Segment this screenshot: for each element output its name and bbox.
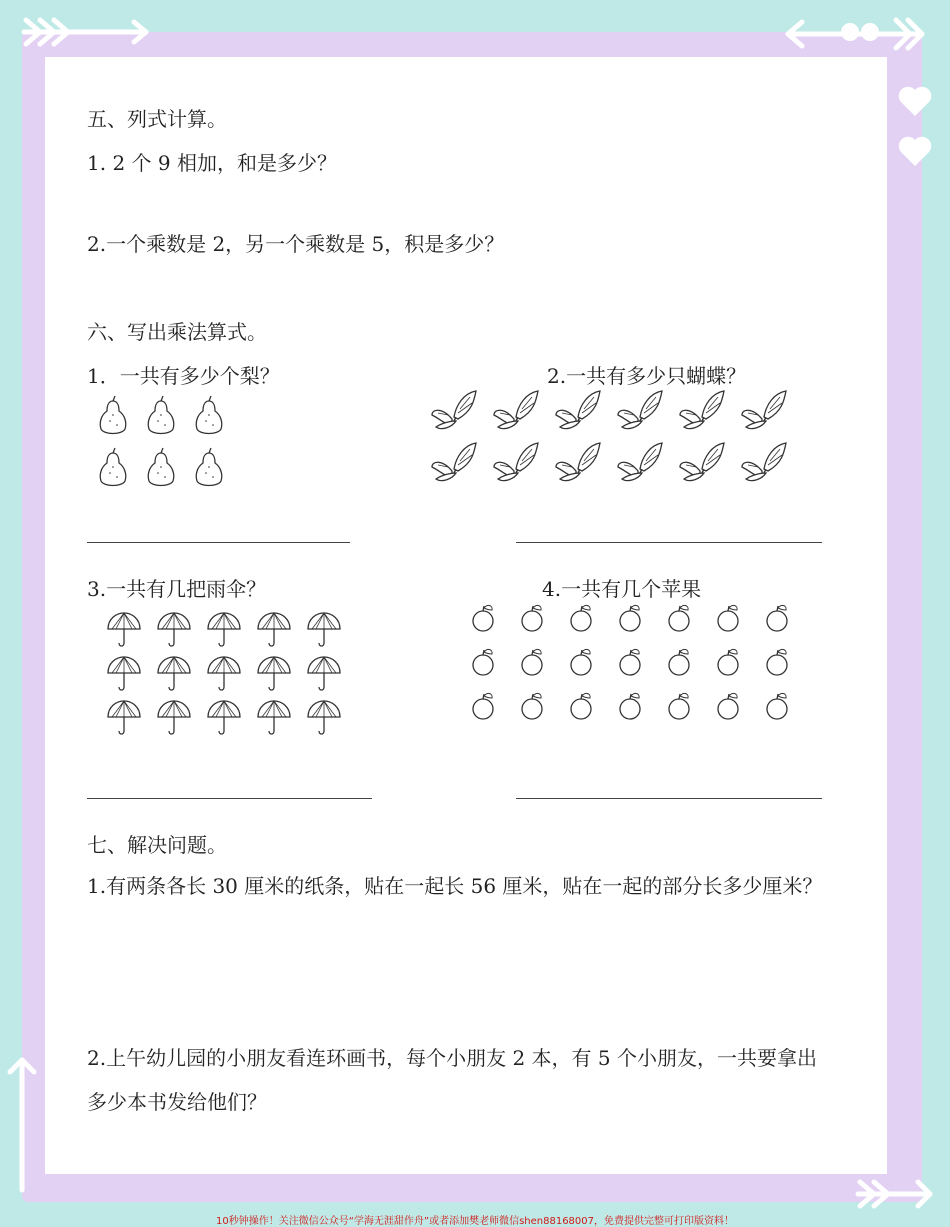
butterfly-icon (556, 391, 600, 429)
butterfly-icon (680, 443, 724, 481)
pear-question-label: 1．一共有多少个梨？ (87, 364, 280, 388)
butterfly-icon (432, 391, 476, 429)
apple-icon (620, 693, 640, 719)
pear-icon (196, 448, 222, 486)
butterfly-icon (556, 443, 600, 481)
umbrella-icon (108, 701, 140, 734)
worksheet-page (45, 57, 887, 1174)
heart-decoration-right-icon (895, 80, 935, 180)
butterfly-icon (618, 391, 662, 429)
pear-answer-line[interactable] (87, 542, 350, 543)
apple-icon (620, 649, 640, 675)
apple-icon (767, 693, 787, 719)
butterfly-icon (494, 443, 538, 481)
umbrella-icon (108, 657, 140, 690)
umbrella-answer-line[interactable] (87, 798, 372, 799)
section-7-question-1: 1.有两条各长 30 厘米的纸条，贴在一起长 56 厘米，贴在一起的部分长多少厘米？ (87, 874, 823, 898)
arrow-decoration-bottom-right-icon (850, 1176, 940, 1212)
apple-answer-line[interactable] (516, 798, 822, 799)
section-7-question-2: 2.上午幼儿园的小朋友看连环画书，每个小朋友 2 本，有 5 个小朋友，一共要拿出多少本书发给他们？ (87, 1046, 817, 1114)
apple-icon (473, 693, 493, 719)
section-6-title: 六、写出乘法算式。 (87, 320, 267, 344)
apple-icon (620, 605, 640, 631)
apple-icon (718, 693, 738, 719)
umbrella-icon (308, 701, 340, 734)
umbrella-icon (158, 657, 190, 690)
pear-icon (148, 396, 174, 434)
apple-icon (571, 649, 591, 675)
umbrella-icon (158, 701, 190, 734)
apple-icon (669, 649, 689, 675)
butterfly-icon (432, 443, 476, 481)
umbrella-grid (107, 609, 357, 739)
section-5-title: 五、列式计算。 (87, 107, 227, 131)
umbrella-icon (108, 613, 140, 646)
umbrella-icon (258, 613, 290, 646)
arrow-decoration-top-right-icon (780, 14, 930, 54)
umbrella-icon (308, 613, 340, 646)
butterfly-icon (680, 391, 724, 429)
butterfly-icon (742, 391, 786, 429)
butterfly-icon (494, 391, 538, 429)
apple-icon (473, 605, 493, 631)
apple-icon (767, 649, 787, 675)
arrow-decoration-top-left-icon (14, 14, 154, 50)
apple-icon (718, 605, 738, 631)
umbrella-icon (258, 657, 290, 690)
apple-icon (718, 649, 738, 675)
umbrella-icon (258, 701, 290, 734)
section-5-question-2: 2.一个乘数是 2，另一个乘数是 5，积是多少？ (87, 232, 505, 256)
apple-icon (669, 605, 689, 631)
apple-icon (571, 693, 591, 719)
apple-icon (522, 605, 542, 631)
section-5-question-1: 1. 2 个 9 相加，和是多少？ (87, 151, 337, 175)
umbrella-icon (208, 613, 240, 646)
footer-notice: 10秒钟操作！关注微信公众号“学海无涯甜作舟”或者添加樊老师微信shen88168007，免费提供完整可打印版资料！ (215, 1216, 735, 1227)
butterfly-icon (742, 443, 786, 481)
apple-grid (468, 601, 798, 721)
butterfly-answer-line[interactable] (516, 542, 822, 543)
umbrella-icon (308, 657, 340, 690)
umbrella-icon (208, 701, 240, 734)
pear-icon (100, 396, 126, 434)
butterfly-question-label: 2.一共有多少只蝴蝶？ (547, 364, 747, 388)
umbrella-icon (208, 657, 240, 690)
pear-icon (148, 448, 174, 486)
section-7-title: 七、解决问题。 (87, 833, 227, 857)
apple-icon (522, 649, 542, 675)
umbrella-icon (158, 613, 190, 646)
umbrella-question-label: 3.一共有几把雨伞？ (87, 577, 267, 601)
apple-icon (522, 693, 542, 719)
apple-question-label: 4.一共有几个苹果 (542, 577, 702, 601)
apple-icon (571, 605, 591, 631)
butterfly-grid (430, 385, 800, 495)
arrow-decoration-bottom-left-icon (2, 1050, 42, 1200)
apple-icon (669, 693, 689, 719)
pear-icon (196, 396, 222, 434)
pear-icon (100, 448, 126, 486)
apple-icon (767, 605, 787, 631)
pear-grid (93, 397, 233, 487)
apple-icon (473, 649, 493, 675)
butterfly-icon (618, 443, 662, 481)
